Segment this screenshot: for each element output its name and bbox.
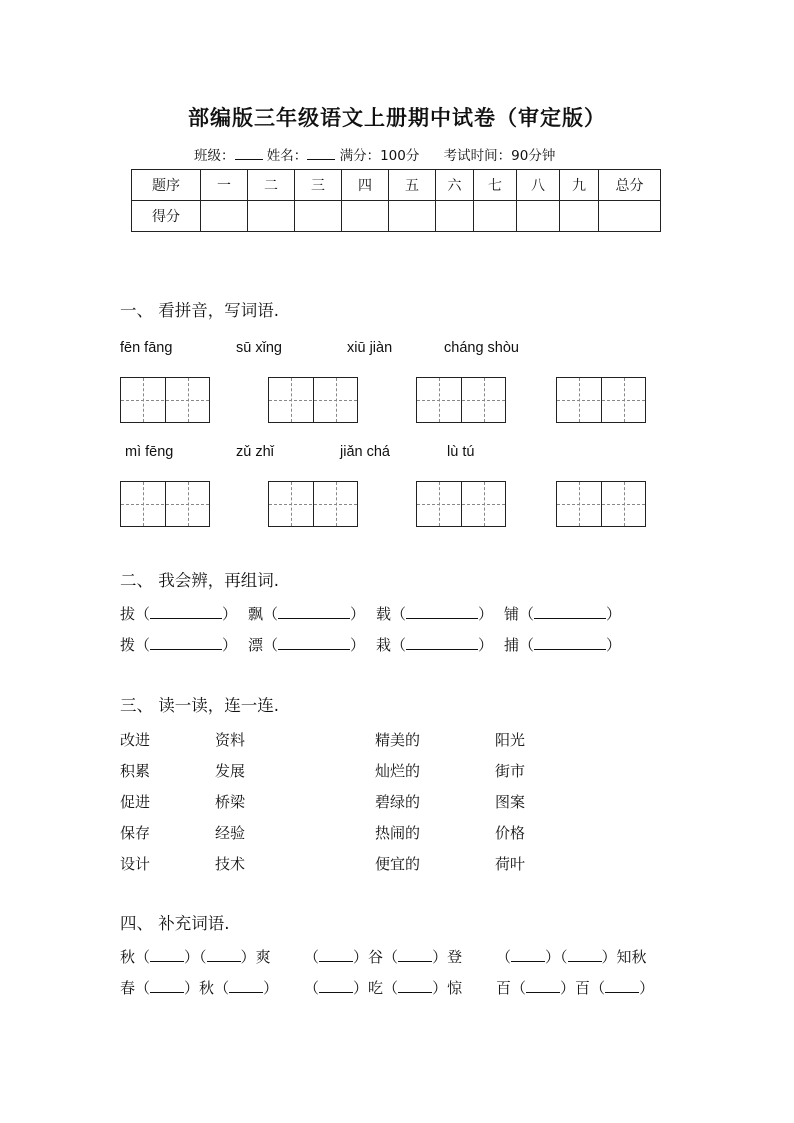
word-group-item: 铺（ ） bbox=[504, 605, 622, 623]
header-cell: 八 bbox=[517, 170, 560, 201]
header-cell: 三 bbox=[295, 170, 342, 201]
score-cell[interactable] bbox=[295, 201, 342, 232]
pinyin-label: lù tú bbox=[447, 444, 475, 460]
name-blank[interactable] bbox=[307, 147, 335, 160]
section4-heading: 四、 补充词语. bbox=[120, 914, 230, 933]
answer-blank[interactable] bbox=[229, 978, 263, 993]
idiom-item: 百（ ）百（ ） bbox=[496, 979, 655, 997]
pinyin-label: xiū jiàn bbox=[347, 340, 393, 356]
exam-time: 考试时间：90分钟 bbox=[443, 148, 556, 164]
score-cell[interactable] bbox=[201, 201, 248, 232]
writing-grid[interactable] bbox=[416, 377, 506, 423]
match-word[interactable]: 资料 bbox=[215, 731, 246, 749]
word-group-item: 拨（ ） bbox=[120, 636, 238, 654]
class-blank[interactable] bbox=[235, 147, 263, 160]
header-cell: 六 bbox=[436, 170, 474, 201]
score-table-score-row bbox=[132, 201, 661, 232]
idiom-item: （ ）（ ）知秋 bbox=[496, 948, 647, 966]
word-group-item: 栽（ ） bbox=[376, 636, 494, 654]
answer-blank[interactable] bbox=[526, 978, 560, 993]
writing-grid[interactable] bbox=[416, 481, 506, 527]
match-word[interactable]: 便宜的 bbox=[375, 855, 421, 873]
match-word[interactable]: 经验 bbox=[215, 824, 246, 842]
writing-grid[interactable] bbox=[556, 481, 646, 527]
answer-blank[interactable] bbox=[150, 978, 184, 993]
header-cell: 题序 bbox=[132, 170, 201, 201]
score-table bbox=[131, 169, 661, 232]
word-group-item: 载（ ） bbox=[376, 605, 494, 623]
answer-blank[interactable] bbox=[278, 604, 350, 619]
answer-blank[interactable] bbox=[398, 978, 432, 993]
match-word[interactable]: 阳光 bbox=[495, 731, 526, 749]
idiom-item: （ ）谷（ ）登 bbox=[304, 948, 463, 966]
match-word[interactable]: 发展 bbox=[215, 762, 246, 780]
match-word[interactable]: 价格 bbox=[495, 824, 526, 842]
score-cell[interactable] bbox=[342, 201, 389, 232]
score-cell[interactable] bbox=[248, 201, 295, 232]
writing-grid[interactable] bbox=[268, 377, 358, 423]
match-word[interactable]: 热闹的 bbox=[375, 824, 421, 842]
answer-blank[interactable] bbox=[150, 947, 184, 962]
answer-blank[interactable] bbox=[150, 635, 222, 650]
answer-blank[interactable] bbox=[406, 635, 478, 650]
score-cell[interactable] bbox=[389, 201, 436, 232]
answer-blank[interactable] bbox=[319, 978, 353, 993]
header-cell: 一 bbox=[201, 170, 248, 201]
idiom-item: 春（ ）秋（ ） bbox=[120, 979, 279, 997]
header-cell: 七 bbox=[474, 170, 517, 201]
exam-info bbox=[194, 144, 555, 164]
match-word[interactable]: 保存 bbox=[120, 824, 151, 842]
match-word[interactable]: 街市 bbox=[495, 762, 526, 780]
header-cell: 九 bbox=[560, 170, 599, 201]
writing-grid[interactable] bbox=[556, 377, 646, 423]
pinyin-label: zǔ zhǐ bbox=[236, 444, 274, 460]
answer-blank[interactable] bbox=[398, 947, 432, 962]
section3-heading: 三、 读一读，连一连. bbox=[120, 696, 279, 715]
score-cell[interactable] bbox=[474, 201, 517, 232]
answer-blank[interactable] bbox=[150, 604, 222, 619]
match-word[interactable]: 图案 bbox=[495, 793, 526, 811]
score-cell[interactable] bbox=[517, 201, 560, 232]
answer-blank[interactable] bbox=[605, 978, 639, 993]
pinyin-label: jiǎn chá bbox=[340, 444, 390, 460]
match-word[interactable]: 碧绿的 bbox=[375, 793, 421, 811]
word-group-item: 捕（ ） bbox=[504, 636, 622, 654]
pinyin-label: cháng shòu bbox=[444, 340, 519, 356]
answer-blank[interactable] bbox=[319, 947, 353, 962]
answer-blank[interactable] bbox=[511, 947, 545, 962]
word-group-item: 飘（ ） bbox=[248, 605, 366, 623]
match-word[interactable]: 积累 bbox=[120, 762, 151, 780]
pinyin-label: sū xǐng bbox=[236, 340, 282, 356]
match-word[interactable]: 灿烂的 bbox=[375, 762, 421, 780]
score-cell[interactable] bbox=[599, 201, 661, 232]
section2-heading: 二、 我会辨，再组词. bbox=[120, 571, 279, 590]
word-group-item: 拔（ ） bbox=[120, 605, 238, 623]
header-cell: 四 bbox=[342, 170, 389, 201]
answer-blank[interactable] bbox=[534, 604, 606, 619]
match-word[interactable]: 荷叶 bbox=[495, 855, 526, 873]
section1-heading: 一、 看拼音，写词语. bbox=[120, 301, 279, 320]
answer-blank[interactable] bbox=[568, 947, 602, 962]
header-cell: 二 bbox=[248, 170, 295, 201]
writing-grid[interactable] bbox=[120, 377, 210, 423]
answer-blank[interactable] bbox=[278, 635, 350, 650]
pinyin-label: mì fēng bbox=[125, 444, 174, 460]
match-word[interactable]: 设计 bbox=[120, 855, 151, 873]
header-cell: 总分 bbox=[599, 170, 661, 201]
page-title: 部编版三年级语文上册期中试卷（审定版） bbox=[188, 105, 606, 130]
match-word[interactable]: 改进 bbox=[120, 731, 151, 749]
match-word[interactable]: 促进 bbox=[120, 793, 151, 811]
header-cell: 五 bbox=[389, 170, 436, 201]
idiom-item: （ ）吃（ ）惊 bbox=[304, 979, 463, 997]
writing-grid[interactable] bbox=[268, 481, 358, 527]
score-cell[interactable] bbox=[560, 201, 599, 232]
full-score: 满分：100分 bbox=[339, 148, 420, 164]
idiom-item: 秋（ ）（ ）爽 bbox=[120, 948, 271, 966]
word-group-item: 漂（ ） bbox=[248, 636, 366, 654]
match-word[interactable]: 技术 bbox=[215, 855, 246, 873]
answer-blank[interactable] bbox=[207, 947, 241, 962]
score-cell[interactable] bbox=[436, 201, 474, 232]
pinyin-label: fēn fāng bbox=[120, 340, 173, 356]
match-word[interactable]: 桥梁 bbox=[215, 793, 246, 811]
match-word[interactable]: 精美的 bbox=[375, 731, 421, 749]
writing-grid[interactable] bbox=[120, 481, 210, 527]
answer-blank[interactable] bbox=[534, 635, 606, 650]
score-table-header-row bbox=[132, 170, 661, 201]
name-label: 姓名： bbox=[266, 148, 308, 164]
class-label: 班级： bbox=[194, 148, 235, 164]
answer-blank[interactable] bbox=[406, 604, 478, 619]
row-label: 得分 bbox=[132, 201, 201, 232]
